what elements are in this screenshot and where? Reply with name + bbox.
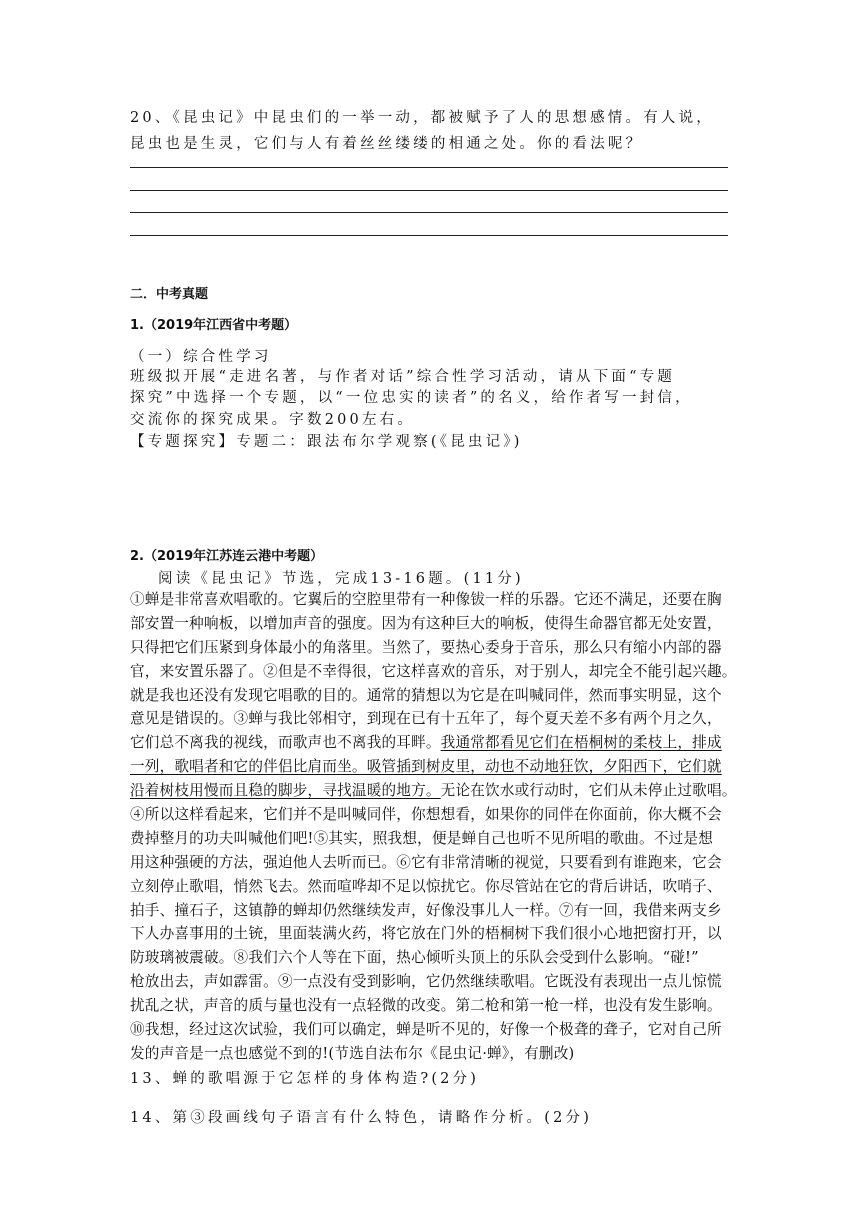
item-2-title: 2.（2019年江苏连云港中考题） [130,549,324,564]
question-20-line-2: 昆虫也是生灵，它们与人有着丝丝缕缕的相通之处。你的看法呢？ [130,136,644,152]
passage-line [130,779,740,803]
passage-line: 意见是错误的。③蝉与我比邻相守，到现在已有十五年了，每个夏天差不多有两个月之久， [130,710,722,728]
passage-line: 发的声音是一点也感觉不到的!(节选自法布尔《昆虫记·蝉》，有删改) [130,1044,575,1062]
passage-line: 就是我也还没有发现它唱歌的目的。通常的猜想以为它是在叫喊同伴，然而事实明显，这个 [130,686,722,704]
answer-line [130,235,728,236]
question-14: 14、第③段画线句子语言有什么特色，请略作分析。(2分) [130,1110,593,1126]
passage-line: 下人办喜事用的土铳，里面装满火药，将它放在门外的梧桐树下我们很小心地把窗打开，以 [130,925,722,943]
item-1-text-line: 交流你的探究成果。字数200左右。 [130,412,416,428]
item-1-text-line: 班级拟开展“走进名著，与作者对话”综合性学习活动，请从下面“专题 [130,369,676,385]
passage-line: 部安置一种响板，以增加声音的强度。因为有这种巨大的响板，使得生命器官都无处安置， [130,614,722,632]
passage-line: 防玻璃被震破。⑧我们六个人等在下面，热心倾听头顶上的乐队会受到什么影响。“碰!” [130,949,699,967]
underlined-sentence: 沿着树枝用慢而且稳的脚步，寻找温暖的地方。 [130,782,441,800]
item-1-topic: 【专题探究】专题二：跟法布尔学观察(《昆虫记》) [130,434,523,450]
section-heading: 二．中考真题 [130,287,209,302]
question-20-line-1: 20、《昆虫记》中昆虫们的一举一动，都被赋予了人的思想感情。有人说， [130,110,714,126]
reading-passage [130,588,740,1066]
answer-line [130,167,728,168]
item-2-intro: 阅读《昆虫记》节选，完成13-16题。(11分) [158,571,524,587]
underlined-sentence: 我通常都看见它们在梧桐树的柔枝上，排成 [440,734,722,752]
passage-line: 官，来安置乐器了。②但是不幸得很，它这样喜欢的音乐，对于别人，却完全不能引起兴趣。 [130,662,737,680]
passage-line: 费掉整月的功夫叫喊他们吧!⑤其实，照我想，便是蝉自己也听不见所唱的歌曲。不过是想 [130,829,714,847]
passage-text: 无论在饮水或行动时，它们从未停止过歌唱。 [440,782,737,800]
passage-line: 用这种强硬的方法，强迫他人去听而已。⑥它有非常清晰的视觉，只要看到有谁跑来，它会 [130,853,722,871]
item-1-subheading: （一）综合性学习 [130,349,272,365]
underlined-sentence: 一列，歌唱者和它的伴侣比肩而坐。吸管插到树皮里，动也不动地狂饮，夕阳西下，它们就 [130,758,722,776]
passage-line: ⑩我想，经过这次试验，我们可以确定，蝉是听不见的，好像一个极聋的聋子，它对自己所 [130,1021,722,1039]
passage-line: ①蝉是非常喜欢唱歌的。它翼后的空腔里带有一种像钹一样的乐器。它还不满足，还要在胸 [130,591,722,608]
passage-text: 它们总不离我的视线，而歌声也不离我的耳畔。 [130,734,441,752]
passage-line: 立刻停止歌唱，悄然飞去。然而喧哗却不足以惊扰它。你尽管站在它的背后讲话，吹哨子、 [130,877,722,895]
answer-line [130,212,728,213]
passage-line: 扰乱之状，声音的质与量也没有一点轻微的改变。第二枪和第一枪一样，也没有发生影响。 [130,997,722,1015]
item-1-title: 1.（2019年江西省中考题） [130,318,298,333]
item-1-text-line: 探究”中选择一个专题，以“一位忠实的读者”的名义，给作者写一封信， [130,390,693,406]
question-13: 13、蝉的歌唱源于它怎样的身体构造?(2分) [130,1071,480,1087]
passage-line: 拍手、撞石子，这镇静的蝉却仍然继续发声，好像没事儿人一样。⑦有一回，我借来两支乡 [130,901,722,919]
passage-line: ④所以这样看起来，它们并不是叫喊同伴，你想想看，如果你的同伴在你面前，你大概不会 [130,806,722,824]
passage-line [130,731,740,755]
answer-line [130,190,728,191]
passage-line: 枪放出去，声如霹雷。⑨一点没有受到影响，它仍然继续歌唱。它既没有表现出一点儿惊慌 [130,973,722,991]
passage-line: 只得把它们压紧到身体最小的角落里。当然了，要热心委身于音乐，那么只有缩小内部的器 [130,638,722,656]
